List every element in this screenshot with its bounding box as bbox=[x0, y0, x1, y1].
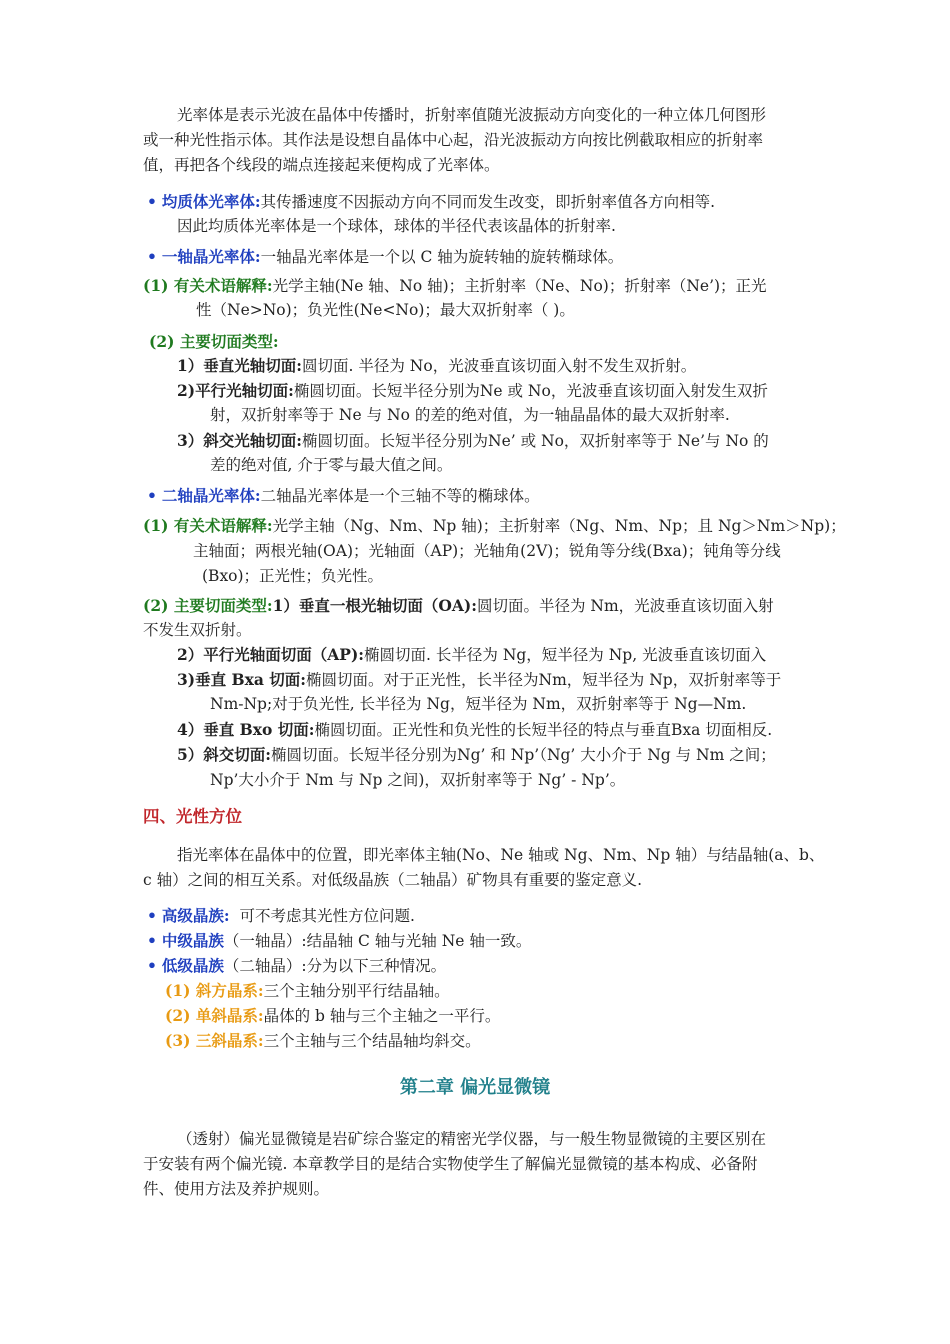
homog-text: 其传播速度不因振动方向不同而发生改变，即折射率值各方向相等. bbox=[260, 193, 716, 211]
section-4-para-1: 指光率体在晶体中的位置，即光率体主轴(No、Ne 轴或 Ng、Nm、Np 轴）与结晶轴(a、b、 bbox=[177, 846, 825, 864]
high-crystal-label: 高级晶族: bbox=[161, 906, 230, 925]
uniaxial-section-2-cont: 射，双折射率等于 Ne 与 No 的差的绝对值，为一轴晶晶体的最大双折射率. bbox=[210, 406, 730, 424]
biaxial-s5-label: 5）斜交切面: bbox=[177, 745, 272, 764]
uniaxial-line bbox=[147, 245, 623, 269]
bullet: • bbox=[147, 192, 157, 211]
uniaxial-s3-label: 3）斜交光轴切面: bbox=[177, 431, 303, 450]
monoclinic-label: (2) 单斜晶系: bbox=[165, 1006, 264, 1025]
uniaxial-sections-label: (2) 主要切面类型: bbox=[149, 332, 279, 351]
biaxial-section-4 bbox=[177, 718, 772, 742]
biaxial-terms-label: (1) 有关术语解释: bbox=[143, 516, 273, 535]
monoclinic-line bbox=[165, 1004, 500, 1028]
uniaxial-s1-text: 圆切面. 半径为 No，光波垂直该切面入射不发生双折射。 bbox=[302, 357, 697, 375]
biaxial-terms-text-1: 光学主轴（Ng、Nm、Np 轴)；主折射率（Ng、Nm、Np；且 Ng＞Nm＞Np)； bbox=[272, 517, 846, 535]
triclinic-label: (3) 三斜晶系: bbox=[165, 1031, 264, 1050]
section-4-heading: 四、光性方位 bbox=[143, 807, 242, 826]
orthorhombic-line bbox=[165, 979, 450, 1003]
uniaxial-section-3 bbox=[177, 429, 769, 453]
biaxial-line bbox=[147, 484, 540, 508]
high-crystal-text: 可不考虑其光性方位问题. bbox=[239, 907, 415, 925]
section-4-para-2: c 轴）之间的相互关系。对低级晶族（二轴晶）矿物具有重要的鉴定意义. bbox=[143, 871, 643, 889]
uniaxial-terms-line-2: 性（Ne>No)；负光性(Ne<No)；最大双折射率（ )。 bbox=[196, 301, 575, 319]
biaxial-s5-text: 椭圆切面。长短半径分别为Ng’ 和 Np’（Ng’ 大小介于 Ng 与 Nm 之间； bbox=[271, 746, 776, 764]
biaxial-section-5 bbox=[177, 743, 776, 767]
biaxial-sections-label: (2) 主要切面类型: bbox=[143, 596, 273, 615]
homog-line-2: 因此均质体光率体是一个球体，球体的半径代表该晶体的折射率. bbox=[177, 217, 616, 235]
biaxial-s2-text: 椭圆切面. 长半径为 Ng，短半径为 Np, 光波垂直该切面入 bbox=[364, 646, 767, 664]
uniaxial-s2-label: 2)平行光轴切面: bbox=[177, 381, 294, 400]
biaxial-s1-text: 圆切面。半径为 Nm，光波垂直该切面入射 bbox=[476, 597, 774, 615]
chapter-heading: 第二章 偏光显微镜 bbox=[399, 1077, 551, 1098]
biaxial-section-3-cont: Nm-Np;对于负光性, 长半径为 Ng，短半径为 Nm，双折射率等于 Ng—Nm. bbox=[210, 695, 747, 713]
triclinic-line bbox=[165, 1029, 481, 1053]
biaxial-s1-label: 1）垂直一根光轴切面（OA): bbox=[272, 596, 477, 615]
triclinic-text: 三个主轴与三个结晶轴均斜交。 bbox=[263, 1032, 481, 1050]
uniaxial-terms-text-1: 光学主轴(Ne 轴、No 轴)；主折射率（Ne、No)；折射率（Ne’)；正光 bbox=[272, 277, 767, 295]
high-crystal-line bbox=[147, 904, 415, 928]
biaxial-terms-line-2: 主轴面；两根光轴(OA)；光轴面（AP)；光轴角(2V)；锐角等分线(Bxa)；钝角等分线 bbox=[193, 542, 781, 560]
mid-crystal-text: （一轴晶）:结晶轴 C 轴与光轴 Ne 轴一致。 bbox=[223, 932, 532, 950]
bullet: • bbox=[147, 906, 157, 925]
biaxial-s3-text: 椭圆切面。对于正光性，长半径为Nm，短半径为 Np，双折射率等于 bbox=[306, 671, 782, 689]
intro-line-1: 光率体是表示光波在晶体中传播时，折射率值随光波振动方向变化的一种立体几何图形 bbox=[177, 106, 767, 124]
chapter-para-2: 于安装有两个偏光镜. 本章教学目的是结合实物使学生了解偏光显微镜的基本构成、必备附 bbox=[143, 1155, 758, 1173]
biaxial-section-2 bbox=[177, 643, 766, 667]
biaxial-sections-line bbox=[143, 594, 774, 618]
orthorhombic-text: 三个主轴分别平行结晶轴。 bbox=[263, 982, 450, 1000]
bullet: • bbox=[147, 956, 157, 975]
biaxial-s4-text: 椭圆切面。正光性和负光性的长短半径的特点与垂直Bxa 切面相反. bbox=[314, 721, 773, 739]
mid-crystal-label: 中级晶族 bbox=[161, 931, 224, 950]
chapter-para-1: （透射）偏光显微镜是岩矿综合鉴定的精密光学仪器，与一般生物显微镜的主要区别在 bbox=[177, 1130, 767, 1148]
uniaxial-s3-text: 椭圆切面。长短半径分别为Ne’ 或 No，双折射率等于 Ne’与 No 的 bbox=[302, 432, 769, 450]
uniaxial-section-2 bbox=[177, 379, 768, 403]
biaxial-label: 二轴晶光率体: bbox=[161, 486, 261, 505]
biaxial-s1-cont: 不发生双折射。 bbox=[143, 621, 252, 639]
low-crystal-line bbox=[147, 954, 446, 978]
bullet: • bbox=[147, 486, 157, 505]
homog-label: 均质体光率体: bbox=[161, 192, 261, 211]
biaxial-s3-label: 3)垂直 Bxa 切面: bbox=[177, 670, 307, 689]
uniaxial-s1-label: 1）垂直光轴切面: bbox=[177, 356, 303, 375]
uniaxial-terms-label: (1) 有关术语解释: bbox=[143, 276, 273, 295]
biaxial-section-3 bbox=[177, 668, 781, 692]
uniaxial-section-3-cont: 差的绝对值, 介于零与最大值之间。 bbox=[210, 456, 453, 474]
uniaxial-text: 一轴晶光率体是一个以 C 轴为旋转轴的旋转椭球体。 bbox=[260, 248, 624, 266]
biaxial-terms-line-3: (Bxo)；正光性；负光性。 bbox=[202, 567, 384, 585]
biaxial-section-5-cont: Np’大小介于 Nm 与 Np 之间)，双折射率等于 Ng’ - Np’。 bbox=[210, 771, 626, 789]
low-crystal-text: （二轴晶）:分为以下三种情况。 bbox=[223, 957, 447, 975]
mid-crystal-line bbox=[147, 929, 531, 953]
uniaxial-label: 一轴晶光率体: bbox=[161, 247, 261, 266]
biaxial-s4-label: 4）垂直 Bxo 切面: bbox=[177, 720, 315, 739]
biaxial-s2-label: 2）平行光轴面切面（AP): bbox=[177, 645, 365, 664]
monoclinic-text: 晶体的 b 轴与三个主轴之一平行。 bbox=[263, 1007, 501, 1025]
uniaxial-section-1 bbox=[177, 354, 696, 378]
biaxial-text: 二轴晶光率体是一个三轴不等的椭球体。 bbox=[260, 487, 540, 505]
biaxial-terms-line-1 bbox=[143, 514, 846, 538]
bullet: • bbox=[147, 931, 157, 950]
orthorhombic-label: (1) 斜方晶系: bbox=[165, 981, 264, 1000]
intro-line-2: 或一种光性指示体。其作法是设想自晶体中心起，沿光波振动方向按比例截取相应的折射率 bbox=[143, 131, 764, 149]
chapter-para-3: 件、使用方法及养护规则。 bbox=[143, 1180, 330, 1198]
uniaxial-s2-text: 椭圆切面。长短半径分别为Ne 或 No，光波垂直该切面入射发生双折 bbox=[293, 382, 768, 400]
low-crystal-label: 低级晶族 bbox=[161, 956, 224, 975]
intro-line-3: 值，再把各个线段的端点连接起来便构成了光率体。 bbox=[143, 156, 500, 174]
homog-line bbox=[147, 190, 715, 214]
bullet: • bbox=[147, 247, 157, 266]
uniaxial-terms-line-1 bbox=[143, 274, 767, 298]
